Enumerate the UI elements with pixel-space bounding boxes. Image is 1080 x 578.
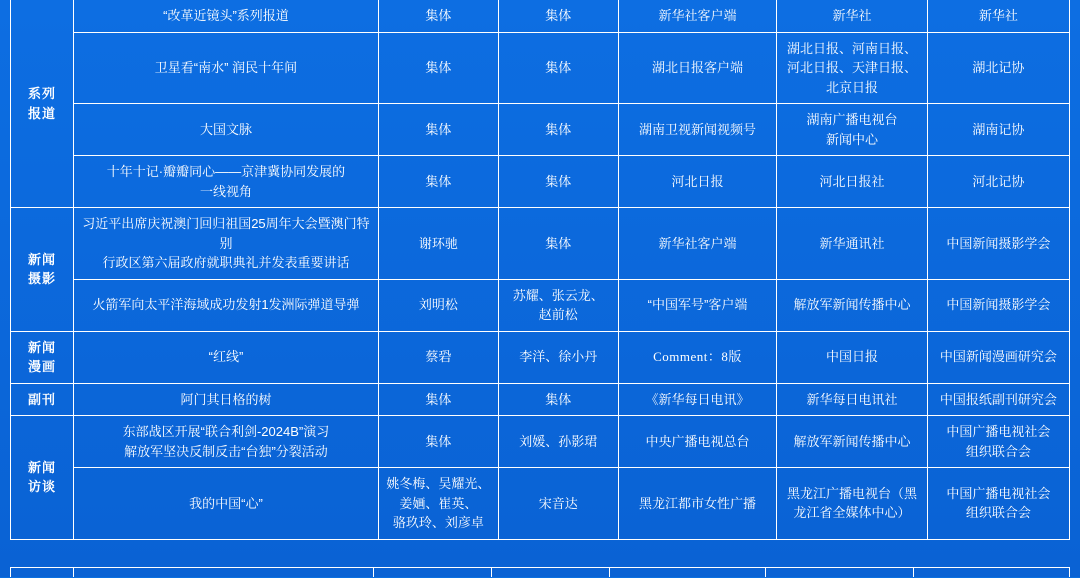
outlet-cell: 湖南卫视新闻视频号 — [618, 104, 777, 156]
author-cell: 集体 — [378, 416, 498, 468]
recommender-cell: 中国新闻摄影学会 — [927, 208, 1069, 280]
unit-cell: 湖南广播电视台 新闻中心 — [777, 104, 927, 156]
outlet-cell: Comment：8版 — [618, 331, 777, 383]
category-cell-news-cartoon: 新闻 漫画 — [11, 331, 74, 383]
recommender-cell: 中国广播电视社会 组织联合会 — [927, 468, 1069, 540]
editor-cell: 宋音达 — [498, 468, 618, 540]
unit-cell: 新华通讯社 — [777, 208, 927, 280]
title-cell: 习近平出席庆祝澳门回归祖国25周年大会暨澳门特别 行政区第六届政府就职典礼并发表重要讲话 — [74, 208, 379, 280]
category-cell-supplement: 副刊 — [11, 383, 74, 416]
author-cell: 集体 — [378, 156, 498, 208]
unit-cell: 新华每日电讯社 — [777, 383, 927, 416]
editor-cell: 集体 — [498, 208, 618, 280]
editor-cell: 李洋、徐小丹 — [498, 331, 618, 383]
author-cell: 谢环驰 — [378, 208, 498, 280]
editor-cell: 苏耀、张云龙、 赵前松 — [498, 279, 618, 331]
editor-cell: 集体 — [498, 32, 618, 104]
outlet-cell: “中国军号”客户端 — [618, 279, 777, 331]
category-cell-series-report: 系列 报道 — [11, 0, 74, 208]
title-cell: 火箭军向太平洋海域成功发射1发洲际弹道导弹 — [74, 279, 379, 331]
outlet-cell: 中央广播电视总台 — [618, 416, 777, 468]
author-cell: 姚冬梅、吴耀光、 姜婳、崔英、 骆玖玲、刘彦卓 — [378, 468, 498, 540]
title-cell: 大国文脉 — [74, 104, 379, 156]
recommender-cell: 湖南记协 — [927, 104, 1069, 156]
outlet-cell: 《新华每日电讯》 — [618, 383, 777, 416]
unit-cell: 河北日报社 — [777, 156, 927, 208]
table-row — [11, 0, 1070, 32]
title-cell: 卫星看“南水” 润民十年间 — [74, 32, 379, 104]
title-cell: 阿门其日格的树 — [74, 383, 379, 416]
title-cell: 十年十记·瓣瓣同心——京津冀协同发展的 一线视角 — [74, 156, 379, 208]
table-row — [11, 468, 1070, 540]
author-cell: 集体 — [378, 32, 498, 104]
author-cell: 集体 — [378, 0, 498, 32]
table-row — [11, 208, 1070, 280]
unit-cell: 黑龙江广播电视台（黑 龙江省全媒体中心） — [777, 468, 927, 540]
unit-cell: 中国日报 — [777, 331, 927, 383]
table-row — [11, 383, 1070, 416]
recommender-cell: 中国报纸副刊研究会 — [927, 383, 1069, 416]
table-row — [11, 416, 1070, 468]
unit-cell: 解放军新闻传播中心 — [777, 279, 927, 331]
author-cell: 集体 — [378, 383, 498, 416]
editor-cell: 集体 — [498, 0, 618, 32]
editor-cell: 刘媛、孙影珺 — [498, 416, 618, 468]
title-cell: 东部战区开展“联合利剑-2024B”演习 解放军坚决反制反击“台独”分裂活动 — [74, 416, 379, 468]
table-row — [11, 279, 1070, 331]
recommender-cell: 中国新闻摄影学会 — [927, 279, 1069, 331]
title-cell: “红线” — [74, 331, 379, 383]
recommender-cell: 新华社 — [927, 0, 1069, 32]
recommender-cell: 中国新闻漫画研究会 — [927, 331, 1069, 383]
award-table-body — [11, 0, 1070, 539]
outlet-cell: 黑龙江都市女性广播 — [618, 468, 777, 540]
table-next-row-partial — [10, 567, 1070, 577]
outlet-cell: 湖北日报客户端 — [618, 32, 777, 104]
recommender-cell: 河北记协 — [927, 156, 1069, 208]
category-cell-news-photography: 新闻 摄影 — [11, 208, 74, 332]
recommender-cell: 中国广播电视社会 组织联合会 — [927, 416, 1069, 468]
outlet-cell: 新华社客户端 — [618, 208, 777, 280]
title-cell: “改革近镜头”系列报道 — [74, 0, 379, 32]
award-table — [10, 0, 1070, 540]
unit-cell: 新华社 — [777, 0, 927, 32]
table-row — [11, 104, 1070, 156]
unit-cell: 湖北日报、河南日报、 河北日报、天津日报、 北京日报 — [777, 32, 927, 104]
outlet-cell: 河北日报 — [618, 156, 777, 208]
unit-cell: 解放军新闻传播中心 — [777, 416, 927, 468]
table-row — [11, 156, 1070, 208]
author-cell: 蔡䂬 — [378, 331, 498, 383]
outlet-cell: 新华社客户端 — [618, 0, 777, 32]
editor-cell: 集体 — [498, 156, 618, 208]
recommender-cell: 湖北记协 — [927, 32, 1069, 104]
author-cell: 集体 — [378, 104, 498, 156]
author-cell: 刘明松 — [378, 279, 498, 331]
editor-cell: 集体 — [498, 104, 618, 156]
table-row — [11, 32, 1070, 104]
category-cell-news-interview: 新闻 访谈 — [11, 416, 74, 540]
title-cell: 我的中国“心” — [74, 468, 379, 540]
table-row — [11, 331, 1070, 383]
editor-cell: 集体 — [498, 383, 618, 416]
